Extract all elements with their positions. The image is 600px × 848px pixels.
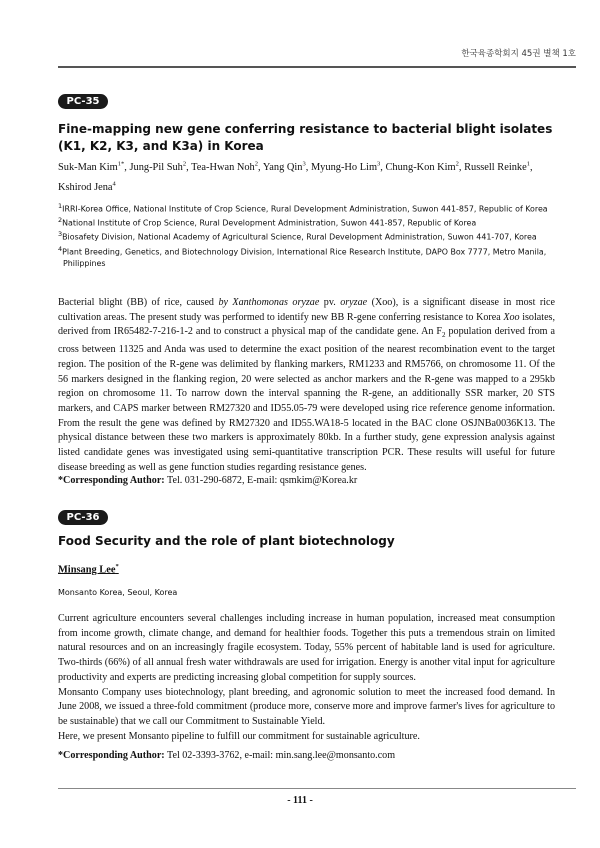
author: Kshirod Jena$^4$: [58, 180, 116, 193]
author: Myung-Ho Lim$^3$,: [310, 161, 386, 174]
abstract-id-badge: PC-35: [58, 94, 108, 109]
affiliation: Monsanto Korea, Seoul, Korea: [58, 588, 178, 597]
body-paragraph: Current agriculture encounters several challenges including increase in human population, increased meat consumption from income growth, climate change, and demand for healthier foods. Together this puts a tremendous strain on limited natural resources and on an increasingly fragile ecosystem. Today, 55% percent of habitable land is used for agriculture. Two-thirds (66%) of all annual fresh water withdrawals are used for irrigation. Energy is another vital input for agriculture productivity and experts are predicting increasing global competition for supply sources.: [58, 613, 555, 683]
author-name: Minsang Lee*: [58, 563, 119, 576]
page-number: - 111 -: [287, 795, 313, 806]
author: Tea-Hwan Noh$^2$,: [191, 161, 263, 174]
author-list: [58, 157, 558, 196]
affiliation: $^3$Biosafety Division, National Academy of Agricultural Science, Rural Development Administration, Suwon 441-707, Korea: [58, 230, 537, 243]
affiliation: $^4$Plant Breeding, Genetics, and Biotechnology Division, International Rice Research Institute, DAPO Box 7777, Metro Manila, Philippines: [58, 244, 547, 268]
affiliation-list: [58, 201, 558, 269]
author: Jung-Pil Suh$^2$,: [129, 161, 192, 174]
abstract-body: [58, 612, 555, 744]
author: Suk-Man Kim$^{1*}$,: [58, 161, 130, 174]
corresponding-author: *Corresponding Author: Tel 02-3393-3762, e-mail: min.sang.lee@monsanto.com: [58, 750, 396, 761]
header-rule: [58, 66, 576, 68]
body-paragraph: Monsanto Company uses biotechnology, plant breeding, and agronomic solution to meet the increased food demand. In June 2008, we issued a three-fold commitment (produce more, conserve more and improve farmer's lives for agriculture to be sustainable) that we call our Commitment to Sustainable Yield.: [58, 686, 555, 727]
footer-rule: [58, 788, 576, 789]
abstract-title: Fine-mapping new gene conferring resistance to bacterial blight isolates (K1, K2, K3, and K3a) in Korea: [58, 122, 553, 153]
abstract-title: Food Security and the role of plant biotechnology: [58, 534, 395, 548]
author: Yang Qin$^3$,: [262, 161, 311, 174]
corresponding-author: *Corresponding Author: Tel. 031-290-6872, E-mail: qsmkim@Korea.kr: [58, 475, 358, 486]
author: Chung-Kon Kim$^2$,: [385, 161, 465, 174]
abstract-id-badge: PC-36: [58, 510, 108, 525]
abstract-body: Bacterial blight (BB) of rice, caused by Xanthomonas oryzae pv. oryzae (Xoo), is a significant disease in most rice cultivation areas. The present study was performed to identify new BB R-gene conferring resistance to Korea Xoo isolates, derived from IR65482-7-216-1-2 and to construct a physical map of the candidate gene. An $F_2$ population derived from a cross between 11325 and Anda was used to determine the exact position of the nearest recombination event to the target region. The position of the R-gene was delimited by flanking markers, RM1233 and RM5766, on chromosome 11. Of the 56 markers designed in the flanking region, 20 were selected as anchor markers and the R-gene was mapped to a 295kb region on chromosome 11. To narrow down the interval spanning the R-gene, an additionally SSR marker, 20 STS markers, and CAPS marker between RM27320 and ID55.05-79 were developed using rice reference genome information. From the result the gene was defined by RM27320 and ID55.WA18-5 located in the BAC clone OSJNBa0036K13. The physical distance between these two markers is approximately 80kb. In a further study, gene expression analysis against listed candidate genes was investigated using semi-quantitative transcription PCR. These results will useful for future disease breeding as well as gene function studies regarding resistance genes.: [58, 297, 555, 473]
body-paragraph: Here, we present Monsanto pipeline to fulfill our commitment for sustainable agriculture.: [58, 730, 420, 742]
affiliation: $^2$National Institute of Crop Science, Rural Development Administration, Suwon 441-857, Republic of Korea: [58, 216, 477, 228]
affiliation: $^1$IRRI-Korea Office, National Institute of Crop Science, Rural Development Administration, Suwon 441-857, Republic of Korea: [58, 202, 548, 214]
author: Russell Reinke$^1$,: [464, 161, 533, 174]
journal-header: 한국육종학회지 45권 별책 1호: [461, 49, 576, 59]
